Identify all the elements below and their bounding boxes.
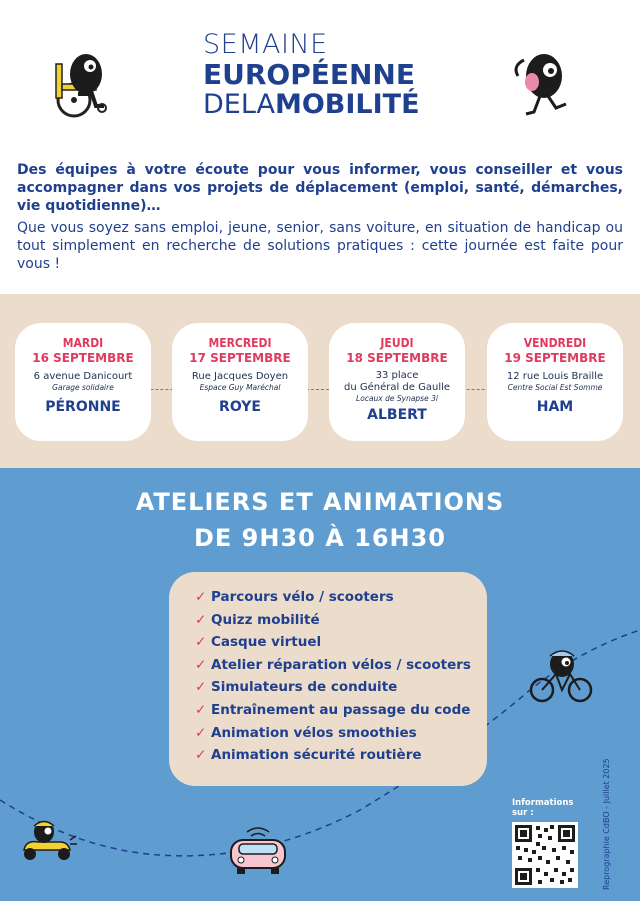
event-date: 19 SEPTEMBRE xyxy=(504,351,606,365)
header xyxy=(0,0,640,150)
car-mascot-icon xyxy=(225,822,291,878)
list-item-label: Quizz mobilité xyxy=(211,611,320,628)
print-credit: Reprographie CdBO - Juillet 2025 xyxy=(602,758,611,890)
list-item-label: Entraînement au passage du code xyxy=(211,701,471,718)
list-item-label: Simulateurs de conduite xyxy=(211,679,398,696)
event-date: 16 SEPTEMBRE xyxy=(32,351,134,365)
event-address: Rue Jacques Doyen xyxy=(191,371,289,382)
workshops-title-line-1: ATELIERS ET ANIMATIONS xyxy=(135,488,505,516)
wheelchair-mascot-icon xyxy=(48,44,118,118)
event-venue: Garage solidaire xyxy=(52,383,114,392)
event-card-peronne xyxy=(15,323,151,441)
event-venue: Espace Guy Maréchal xyxy=(199,383,281,392)
check-icon: ✓ xyxy=(195,656,207,673)
intro-text xyxy=(17,161,623,277)
event-address: 12 rue Louis Braille xyxy=(506,371,604,382)
list-item xyxy=(195,676,487,699)
title-line-3-light: DELA xyxy=(203,89,275,120)
workshops-list-box xyxy=(169,572,487,786)
check-icon: ✓ xyxy=(195,747,207,764)
list-item xyxy=(195,722,487,745)
event-card-albert xyxy=(329,323,465,441)
list-item xyxy=(195,654,487,677)
event-card-roye xyxy=(172,323,308,441)
intro-bold: Des équipes à votre écoute pour vous informer, vous conseiller et vous accompagner dans vos projets de déplacement (emploi, santé, démarches, vie quotidienne)… xyxy=(17,162,623,214)
event-venue: Locaux de Synapse 3i xyxy=(356,394,438,403)
workshops-list xyxy=(169,572,487,767)
qr-code[interactable] xyxy=(512,822,578,888)
list-item-label: Animation sécurité routière xyxy=(211,747,422,764)
title-line-3-bold: MOBILITÉ xyxy=(274,89,420,120)
event-title xyxy=(203,30,443,120)
scooter-mascot-icon xyxy=(16,818,78,862)
event-address: 6 avenue Danicourt xyxy=(33,371,133,382)
list-item xyxy=(195,586,487,609)
title-line-3 xyxy=(203,90,443,120)
list-item xyxy=(195,609,487,632)
event-card-ham xyxy=(487,323,623,441)
event-day: MERCREDI xyxy=(208,336,272,350)
intro-regular: Que vous soyez sans emploi, jeune, senior, sans voiture, en situation de handicap ou tout simplement en recherche de solutions pratiques : cette journée est faite pour vous ! xyxy=(17,220,623,272)
check-icon: ✓ xyxy=(195,679,207,696)
info-label: Informations sur : xyxy=(512,798,574,818)
event-city: HAM xyxy=(536,399,574,415)
check-icon: ✓ xyxy=(195,634,207,651)
list-item-label: Casque virtuel xyxy=(211,634,322,651)
title-line-1: SEMAINE xyxy=(203,29,328,60)
event-address: 33 place xyxy=(375,370,419,381)
event-date: 18 SEPTEMBRE xyxy=(346,351,448,365)
check-icon: ✓ xyxy=(195,611,207,628)
event-address-2: du Général de Gaulle xyxy=(343,382,451,393)
list-item xyxy=(195,744,487,767)
list-item xyxy=(195,631,487,654)
event-city: ALBERT xyxy=(367,407,427,423)
check-icon: ✓ xyxy=(195,701,207,718)
cyclist-mascot-icon xyxy=(528,648,594,704)
event-venue: Centre Social Est Somme xyxy=(507,383,603,392)
list-item-label: Atelier réparation vélos / scooters xyxy=(211,656,471,673)
list-item-label: Parcours vélo / scooters xyxy=(211,589,394,605)
running-mascot-icon xyxy=(510,46,578,122)
check-icon: ✓ xyxy=(195,724,207,741)
event-date: 17 SEPTEMBRE xyxy=(189,351,291,365)
list-item-label: Animation vélos smoothies xyxy=(211,724,417,741)
event-day: VENDREDI xyxy=(523,336,587,350)
event-city: ROYE xyxy=(219,399,261,415)
workshops-title xyxy=(0,484,640,556)
list-item xyxy=(195,699,487,722)
check-icon: ✓ xyxy=(195,589,207,605)
event-city: PÉRONNE xyxy=(45,399,121,415)
event-day: MARDI xyxy=(62,336,104,350)
workshops-title-line-2: DE 9H30 À 16H30 xyxy=(193,524,447,552)
event-day: JEUDI xyxy=(380,336,414,350)
title-line-2: EUROPÉENNE xyxy=(203,58,415,91)
